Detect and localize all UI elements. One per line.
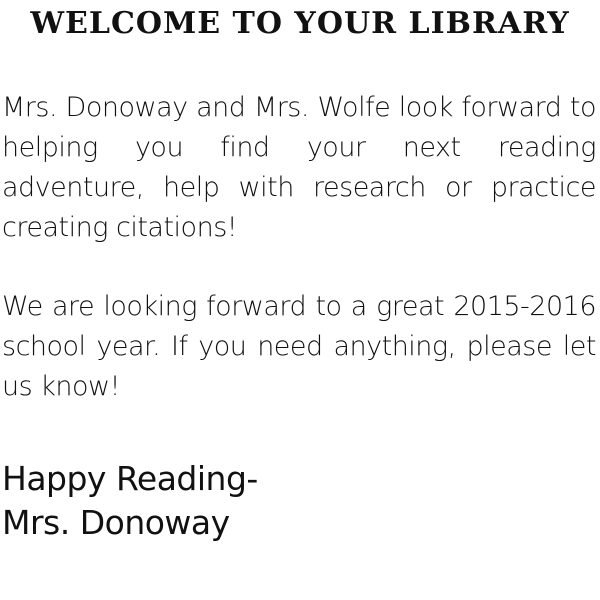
closing-line: Happy Reading- bbox=[2, 459, 258, 498]
intro-paragraph: Mrs. Donoway and Mrs. Wolfe look forward to helping you find your next reading adventure, help with research or practice creating citations! bbox=[2, 92, 596, 243]
school-year-paragraph: We are looking forward to a great 2015-2016 school year. If you need anything, please let us know! bbox=[2, 291, 596, 402]
signature: Mrs. Donoway bbox=[2, 503, 230, 542]
page-title: WELCOME TO YOUR LIBRARY bbox=[30, 6, 570, 41]
